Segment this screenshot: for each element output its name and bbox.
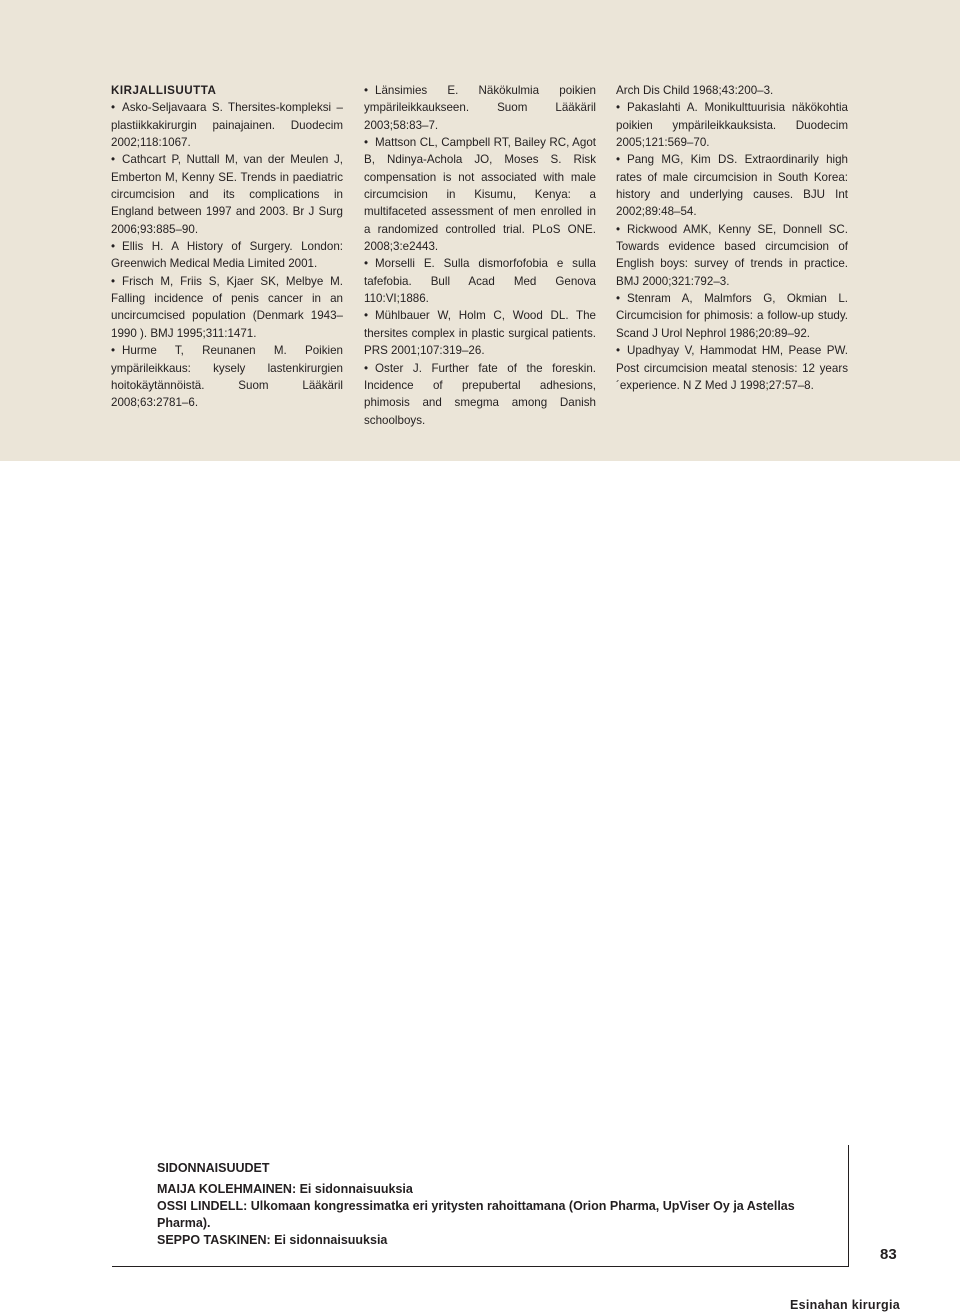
reference-item: • Frisch M, Friis S, Kjaer SK, Melbye M. Falling incidence of penis cancer in an uncircumcised population (Denmark 1943–1990 ). BMJ 1995;311:1471. — [111, 274, 343, 340]
reference-item: • Länsimies E. Näkökulmia poikien ympärileikkaukseen. Suom Lääkäril 2003;58:83–7. — [364, 84, 596, 132]
references-column-2 — [364, 82, 596, 429]
reference-item: • Asko-Seljavaara S. Thersites-kompleksi – plastiikkakirurgin painajainen. Duodecim 2002;118:1067. — [111, 101, 343, 150]
reference-item: • Hurme T, Reunanen M. Poikien ympärileikkaus: kysely lastenkirurgien hoitokäytännöistä. Suom Lääkäril 2008;63:2781–6. — [111, 344, 343, 410]
reference-item: • Rickwood AMK, Kenny SE, Donnell SC. Towards evidence based circumcision of English boys: survey of trends in practice. BMJ 2000;321:792–3. — [616, 222, 848, 288]
page-number: 83 — [880, 1246, 897, 1263]
conflict-line: MAIJA KOLEHMAINEN: Ei sidonnaisuuksia — [157, 1182, 413, 1196]
conflicts-content — [157, 1160, 837, 1249]
conflicts-box — [112, 1145, 849, 1267]
reference-item: • Mattson CL, Campbell RT, Bailey RC, Agot B, Ndinya-Achola JO, Moses S. Risk compensation is not associated with male circumcision in Kisumu, Kenya: a multifaceted assessment of men enrolled in a randomized controlled trial. PLoS ONE. 2008;3:e2443. — [364, 136, 596, 254]
conflict-line: OSSI LINDELL: Ulkomaan kongressimatka eri yritysten rahoittamana (Orion Pharma, UpViser Oy ja Astellas Pharma). — [157, 1199, 795, 1230]
references-column-1 — [111, 82, 343, 412]
references-panel — [0, 0, 960, 461]
conflict-line: SEPPO TASKINEN: Ei sidonnaisuuksia — [157, 1233, 388, 1247]
reference-item: • Morselli E. Sulla dismorfofobia e sulla tafefobia. Bull Acad Med Genova 110:VI;1886. — [364, 257, 596, 306]
reference-item: • Pakaslahti A. Monikulttuurisia näkökohtia poikien ympärileikkauksista. Duodecim 2005;121:569–70. — [616, 101, 848, 150]
reference-item: • Stenram A, Malmfors G, Okmian L. Circumcision for phimosis: a follow-up study. Scand J Urol Nephrol 1986;20:89–92. — [616, 292, 848, 340]
references-column-3 — [616, 82, 848, 394]
journal-title: Esinahan kirurgia — [790, 1298, 900, 1312]
reference-item: • Ellis H. A History of Surgery. London: Greenwich Medical Media Limited 2001. — [111, 240, 343, 271]
reference-continuation: Arch Dis Child 1968;43:200–3. — [616, 84, 774, 97]
reference-item: • Pang MG, Kim DS. Extraordinarily high rates of male circumcision in South Korea: history and underlying causes. BJU Int 2002;89:48–54. — [616, 153, 848, 219]
conflicts-title: SIDONNAISUUDET — [157, 1161, 270, 1175]
reference-item: • Oster J. Further fate of the foreskin. Incidence of prepubertal adhesions, phimosis and smegma among Danish schoolboys. — [364, 361, 596, 427]
reference-item: • Cathcart P, Nuttall M, van der Meulen J, Emberton M, Kenny SE. Trends in paediatric circumcision and its complications in England between 1997 and 2003. Br J Surg 2006;93:885–90. — [111, 153, 343, 236]
references-heading: KIRJALLISUUTTA — [111, 84, 217, 97]
reference-item: • Upadhyay V, Hammodat HM, Pease PW. Post circumcision meatal stenosis: 12 years´experience. N Z Med J 1998;27:57–8. — [616, 344, 848, 392]
reference-item: • Mühlbauer W, Holm C, Wood DL. The thersites complex in plastic surgical patients. PRS 2001;107:319–26. — [364, 309, 596, 358]
